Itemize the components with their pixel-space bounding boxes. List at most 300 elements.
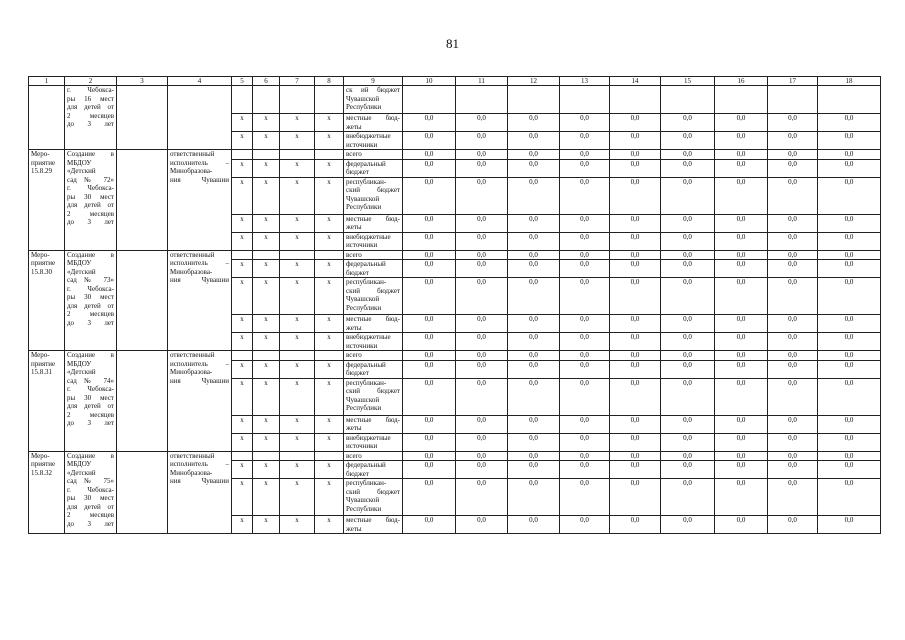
value-cell: 0,0 [508, 260, 560, 278]
value-cell: 0,0 [818, 433, 881, 451]
value-cell: 0,0 [610, 315, 661, 333]
value-cell: 0,0 [508, 159, 560, 177]
value-cell: 0,0 [818, 132, 881, 150]
value-cell: 0,0 [456, 250, 508, 260]
value-cell: 0,0 [610, 150, 661, 160]
measure-code-line: Меро- [31, 351, 50, 359]
value-cell: 0,0 [715, 415, 768, 433]
x-mark-cell [315, 250, 344, 260]
x-mark-cell: х [315, 360, 344, 378]
x-mark-cell: х [253, 461, 280, 479]
funding-source-cell: всего [344, 351, 403, 361]
measure-name-line: до 3 лет [67, 318, 114, 327]
x-mark-cell: х [232, 260, 253, 278]
measure-name-line: «Детский [67, 267, 96, 276]
x-mark-cell: х [280, 360, 315, 378]
value-cell: 0,0 [661, 351, 715, 361]
empty-cell [117, 86, 168, 150]
value-cell: 0,0 [610, 415, 661, 433]
executor-line: Минобразова- [170, 167, 213, 175]
funding-source-cell: федеральный бюджет [344, 260, 403, 278]
column-number-header: 9 [344, 77, 403, 86]
value-cell: 0,0 [768, 177, 818, 214]
value-cell: 0,0 [661, 315, 715, 333]
value-cell: 0,0 [661, 433, 715, 451]
value-cell: 0,0 [610, 250, 661, 260]
x-mark-cell: х [315, 516, 344, 534]
x-mark-cell [315, 150, 344, 160]
value-cell: 0,0 [715, 150, 768, 160]
measure-name-cell [65, 451, 117, 534]
value-cell: 0,0 [768, 114, 818, 132]
value-cell: 0,0 [456, 378, 508, 415]
value-cell: 0,0 [560, 132, 610, 150]
value-cell: 0,0 [715, 315, 768, 333]
value-cell: 0,0 [768, 516, 818, 534]
value-cell: 0,0 [610, 433, 661, 451]
x-mark-cell: х [315, 159, 344, 177]
x-mark-cell: х [232, 315, 253, 333]
measure-name-line: Создание в [67, 150, 114, 158]
x-mark-cell [280, 250, 315, 260]
measure-name-cell [65, 150, 117, 251]
x-mark-cell: х [253, 132, 280, 150]
measure-name-line: сад № 73» [67, 276, 114, 284]
value-cell: 0,0 [508, 461, 560, 479]
value-cell: 0,0 [560, 315, 610, 333]
measure-code-line: Меро- [31, 150, 50, 158]
value-cell: 0,0 [715, 433, 768, 451]
empty-cell [117, 451, 168, 534]
value-cell: 0,0 [560, 415, 610, 433]
x-mark-cell [232, 351, 253, 361]
value-cell: 0,0 [768, 159, 818, 177]
value-cell: 0,0 [818, 360, 881, 378]
value-cell: 0,0 [610, 360, 661, 378]
x-mark-cell: х [280, 378, 315, 415]
x-mark-cell: х [232, 214, 253, 232]
value-cell: 0,0 [456, 479, 508, 516]
table-row [29, 451, 881, 461]
value-cell: 0,0 [508, 250, 560, 260]
executor-line: Минобразова- [170, 267, 213, 276]
measure-name-line: 2 месяцев [67, 310, 114, 318]
empty-cell [117, 351, 168, 452]
value-cell: 0,0 [768, 415, 818, 433]
measure-code-line: приятие [31, 158, 56, 167]
x-mark-cell: х [253, 278, 280, 315]
funding-source-cell: республикан-ский бюджет Чувашской Республики [344, 177, 403, 214]
measure-name-cell [65, 86, 117, 150]
value-cell: 0,0 [403, 360, 456, 378]
measure-code-cell [29, 451, 65, 534]
value-cell: 0,0 [508, 214, 560, 232]
x-mark-cell [280, 451, 315, 461]
value-cell: 0,0 [508, 333, 560, 351]
measure-code-cell [29, 86, 65, 150]
x-mark-cell: х [232, 378, 253, 415]
value-cell: 0,0 [768, 360, 818, 378]
x-mark-cell: х [232, 278, 253, 315]
value-cell: 0,0 [456, 177, 508, 214]
empty-cell [117, 150, 168, 251]
measure-name-line: для детей от [67, 103, 114, 111]
value-cell: 0,0 [818, 278, 881, 315]
value-cell: 0,0 [560, 114, 610, 132]
value-cell: 0,0 [456, 333, 508, 351]
measure-name-line: Создание в [67, 451, 114, 460]
value-cell: 0,0 [715, 516, 768, 534]
x-mark-cell: х [232, 433, 253, 451]
x-mark-cell: х [280, 479, 315, 516]
funding-source-cell: местные бюд-жеты [344, 114, 403, 132]
value-cell: 0,0 [661, 250, 715, 260]
value-cell: 0,0 [661, 232, 715, 250]
x-mark-cell: х [232, 114, 253, 132]
value-cell: 0,0 [508, 451, 560, 461]
value-cell: 0,0 [508, 132, 560, 150]
x-mark-cell: х [315, 479, 344, 516]
measure-code-line: приятие [31, 359, 56, 368]
x-mark-cell [232, 451, 253, 461]
x-mark-cell: х [232, 479, 253, 516]
value-cell: 0,0 [818, 479, 881, 516]
executor-line: ния Чувашии [170, 175, 229, 184]
value-cell: 0,0 [661, 150, 715, 160]
value-cell: 0,0 [818, 333, 881, 351]
value-cell: 0,0 [508, 150, 560, 160]
value-cell [661, 86, 715, 114]
x-mark-cell: х [280, 114, 315, 132]
column-number-header: 15 [661, 77, 715, 86]
column-number-header: 14 [610, 77, 661, 86]
value-cell: 0,0 [456, 278, 508, 315]
funding-source-cell: внебюджетные источники [344, 333, 403, 351]
value-cell: 0,0 [456, 150, 508, 160]
x-mark-cell [253, 451, 280, 461]
x-mark-cell: х [280, 132, 315, 150]
measure-name-line: «Детский [67, 468, 96, 477]
funding-source-cell: местные бюд-жеты [344, 415, 403, 433]
column-number-header: 13 [560, 77, 610, 86]
value-cell: 0,0 [818, 114, 881, 132]
empty-cell [117, 250, 168, 351]
value-cell [508, 86, 560, 114]
value-cell: 0,0 [456, 516, 508, 534]
value-cell: 0,0 [610, 351, 661, 361]
executor-cell [168, 86, 232, 150]
funding-source-cell: республикан-ский бюджет Чувашской Республики [344, 278, 403, 315]
funding-source-cell: ск ий бюджет Чувашской Республики [344, 86, 403, 114]
value-cell: 0,0 [818, 250, 881, 260]
value-cell: 0,0 [403, 114, 456, 132]
column-number-header: 10 [403, 77, 456, 86]
measure-name-line: МБДОУ [67, 460, 92, 468]
value-cell: 0,0 [560, 479, 610, 516]
measure-name-line: 2 месяцев [67, 410, 114, 419]
x-mark-cell [253, 86, 280, 114]
measure-name-line: ры 16 мест [67, 94, 114, 103]
x-mark-cell: х [280, 333, 315, 351]
value-cell: 0,0 [560, 260, 610, 278]
value-cell: 0,0 [661, 159, 715, 177]
column-number-header: 12 [508, 77, 560, 86]
x-mark-cell: х [232, 159, 253, 177]
measure-name-line: 2 месяцев [67, 111, 114, 120]
value-cell: 0,0 [403, 150, 456, 160]
x-mark-cell: х [315, 415, 344, 433]
measure-name-line: для детей от [67, 301, 114, 310]
value-cell: 0,0 [508, 360, 560, 378]
value-cell: 0,0 [403, 451, 456, 461]
x-mark-cell: х [232, 360, 253, 378]
table-row [29, 250, 881, 260]
value-cell: 0,0 [661, 333, 715, 351]
value-cell [715, 86, 768, 114]
value-cell: 0,0 [456, 114, 508, 132]
x-mark-cell: х [253, 177, 280, 214]
funding-source-cell: всего [344, 250, 403, 260]
value-cell: 0,0 [403, 333, 456, 351]
measure-name-line: «Детский [67, 368, 96, 376]
x-mark-cell: х [315, 378, 344, 415]
x-mark-cell [232, 250, 253, 260]
value-cell: 0,0 [661, 177, 715, 214]
value-cell: 0,0 [560, 378, 610, 415]
x-mark-cell: х [232, 232, 253, 250]
funding-source-cell: федеральный бюджет [344, 461, 403, 479]
measure-code-line: 15.8.30 [31, 267, 52, 276]
x-mark-cell: х [232, 177, 253, 214]
value-cell: 0,0 [715, 351, 768, 361]
table-row [29, 351, 881, 361]
value-cell: 0,0 [715, 451, 768, 461]
x-mark-cell: х [280, 415, 315, 433]
funding-source-cell: федеральный бюджет [344, 159, 403, 177]
value-cell: 0,0 [715, 333, 768, 351]
executor-line: ответственный [170, 250, 215, 259]
value-cell: 0,0 [715, 479, 768, 516]
value-cell: 0,0 [661, 415, 715, 433]
x-mark-cell: х [253, 159, 280, 177]
measure-name-line: г. Чебокса- [67, 86, 114, 94]
table-row [29, 150, 881, 160]
value-cell: 0,0 [508, 378, 560, 415]
value-cell: 0,0 [768, 378, 818, 415]
value-cell: 0,0 [403, 315, 456, 333]
measure-code-line: Меро- [31, 451, 50, 460]
value-cell: 0,0 [768, 351, 818, 361]
measure-code-line: 15.8.29 [31, 167, 52, 175]
x-mark-cell: х [253, 433, 280, 451]
x-mark-cell: х [253, 479, 280, 516]
x-mark-cell [253, 250, 280, 260]
value-cell: 0,0 [403, 260, 456, 278]
measure-name-line: сад № 72» [67, 175, 114, 184]
value-cell: 0,0 [456, 360, 508, 378]
x-mark-cell: х [315, 214, 344, 232]
value-cell: 0,0 [456, 451, 508, 461]
x-mark-cell [232, 150, 253, 160]
executor-cell [168, 250, 232, 351]
measure-name-line: для детей от [67, 201, 114, 209]
value-cell: 0,0 [715, 159, 768, 177]
value-cell: 0,0 [768, 250, 818, 260]
measure-name-line: МБДОУ [67, 259, 92, 267]
executor-cell [168, 451, 232, 534]
column-number-header: 1 [29, 77, 65, 86]
value-cell: 0,0 [661, 461, 715, 479]
value-cell: 0,0 [403, 232, 456, 250]
value-cell: 0,0 [403, 278, 456, 315]
value-cell: 0,0 [715, 132, 768, 150]
measure-code-line: 15.8.31 [31, 368, 52, 376]
x-mark-cell: х [315, 114, 344, 132]
value-cell: 0,0 [403, 479, 456, 516]
x-mark-cell: х [280, 315, 315, 333]
measure-name-line: «Детский [67, 167, 96, 175]
measure-code-cell [29, 351, 65, 452]
value-cell: 0,0 [508, 351, 560, 361]
x-mark-cell [253, 351, 280, 361]
value-cell: 0,0 [818, 159, 881, 177]
funding-source-cell: местные бюд-жеты [344, 516, 403, 534]
measure-name-line: для детей от [67, 502, 114, 511]
value-cell: 0,0 [403, 250, 456, 260]
value-cell: 0,0 [661, 260, 715, 278]
column-number-header: 16 [715, 77, 768, 86]
x-mark-cell: х [232, 461, 253, 479]
header-row [29, 77, 881, 86]
x-mark-cell: х [253, 114, 280, 132]
funding-source-cell: республикан-ский бюджет Чувашской Республики [344, 479, 403, 516]
value-cell: 0,0 [818, 214, 881, 232]
measure-name-line: сад № 74» [67, 376, 114, 385]
value-cell: 0,0 [456, 159, 508, 177]
x-mark-cell: х [232, 516, 253, 534]
value-cell: 0,0 [768, 132, 818, 150]
measure-code-cell [29, 150, 65, 251]
funding-source-cell: всего [344, 150, 403, 160]
value-cell: 0,0 [715, 177, 768, 214]
value-cell: 0,0 [560, 451, 610, 461]
measure-name-line: сад № 75» [67, 477, 114, 485]
x-mark-cell: х [280, 214, 315, 232]
value-cell: 0,0 [508, 315, 560, 333]
value-cell: 0,0 [610, 479, 661, 516]
value-cell: 0,0 [403, 516, 456, 534]
value-cell: 0,0 [456, 433, 508, 451]
value-cell: 0,0 [560, 177, 610, 214]
measure-code-line: 15.8.32 [31, 468, 52, 477]
value-cell: 0,0 [768, 232, 818, 250]
value-cell: 0,0 [456, 351, 508, 361]
x-mark-cell: х [280, 461, 315, 479]
measure-name-line: ры 30 мест [67, 293, 114, 301]
value-cell: 0,0 [560, 333, 610, 351]
measure-name-line: МБДОУ [67, 158, 92, 167]
x-mark-cell: х [315, 315, 344, 333]
value-cell: 0,0 [560, 232, 610, 250]
value-cell: 0,0 [456, 461, 508, 479]
measure-name-line: ры 30 мест [67, 192, 114, 201]
funding-source-cell: местные бюд-жеты [344, 214, 403, 232]
x-mark-cell: х [253, 315, 280, 333]
value-cell: 0,0 [456, 415, 508, 433]
value-cell: 0,0 [715, 278, 768, 315]
value-cell: 0,0 [818, 378, 881, 415]
value-cell: 0,0 [560, 250, 610, 260]
value-cell: 0,0 [560, 360, 610, 378]
value-cell: 0,0 [403, 351, 456, 361]
value-cell: 0,0 [456, 260, 508, 278]
measure-name-cell [65, 250, 117, 351]
value-cell: 0,0 [661, 114, 715, 132]
x-mark-cell [280, 351, 315, 361]
value-cell: 0,0 [768, 260, 818, 278]
column-number-header: 18 [818, 77, 881, 86]
value-cell: 0,0 [818, 351, 881, 361]
value-cell: 0,0 [610, 378, 661, 415]
x-mark-cell: х [280, 516, 315, 534]
value-cell: 0,0 [610, 260, 661, 278]
x-mark-cell [315, 451, 344, 461]
value-cell: 0,0 [818, 415, 881, 433]
value-cell: 0,0 [768, 461, 818, 479]
value-cell: 0,0 [818, 177, 881, 214]
value-cell: 0,0 [818, 315, 881, 333]
measure-name-line: до 3 лет [67, 218, 114, 226]
x-mark-cell [315, 86, 344, 114]
measure-name-line: г. Чебокса- [67, 485, 114, 494]
funding-source-cell: внебюджетные источники [344, 232, 403, 250]
value-cell: 0,0 [661, 516, 715, 534]
value-cell: 0,0 [560, 461, 610, 479]
executor-line: ответственный [170, 150, 215, 158]
x-mark-cell: х [315, 132, 344, 150]
x-mark-cell: х [253, 378, 280, 415]
value-cell [610, 86, 661, 114]
value-cell: 0,0 [456, 214, 508, 232]
executor-line: исполнитель – [170, 158, 229, 167]
measure-name-line: до 3 лет [67, 419, 114, 427]
value-cell: 0,0 [560, 516, 610, 534]
value-cell: 0,0 [610, 214, 661, 232]
value-cell: 0,0 [403, 378, 456, 415]
value-cell: 0,0 [661, 278, 715, 315]
column-number-header: 7 [280, 77, 315, 86]
value-cell: 0,0 [610, 114, 661, 132]
value-cell: 0,0 [508, 516, 560, 534]
funding-source-cell: внебюджетные источники [344, 132, 403, 150]
value-cell: 0,0 [560, 214, 610, 232]
value-cell: 0,0 [610, 177, 661, 214]
value-cell: 0,0 [818, 260, 881, 278]
value-cell: 0,0 [560, 150, 610, 160]
column-number-header: 4 [168, 77, 232, 86]
measure-name-line: 2 месяцев [67, 511, 114, 519]
value-cell: 0,0 [456, 132, 508, 150]
funding-source-cell: республикан-ский бюджет Чувашской Республики [344, 378, 403, 415]
value-cell: 0,0 [661, 132, 715, 150]
x-mark-cell: х [280, 159, 315, 177]
value-cell: 0,0 [610, 278, 661, 315]
x-mark-cell: х [253, 415, 280, 433]
value-cell [818, 86, 881, 114]
x-mark-cell: х [232, 132, 253, 150]
value-cell: 0,0 [610, 461, 661, 479]
value-cell: 0,0 [403, 433, 456, 451]
